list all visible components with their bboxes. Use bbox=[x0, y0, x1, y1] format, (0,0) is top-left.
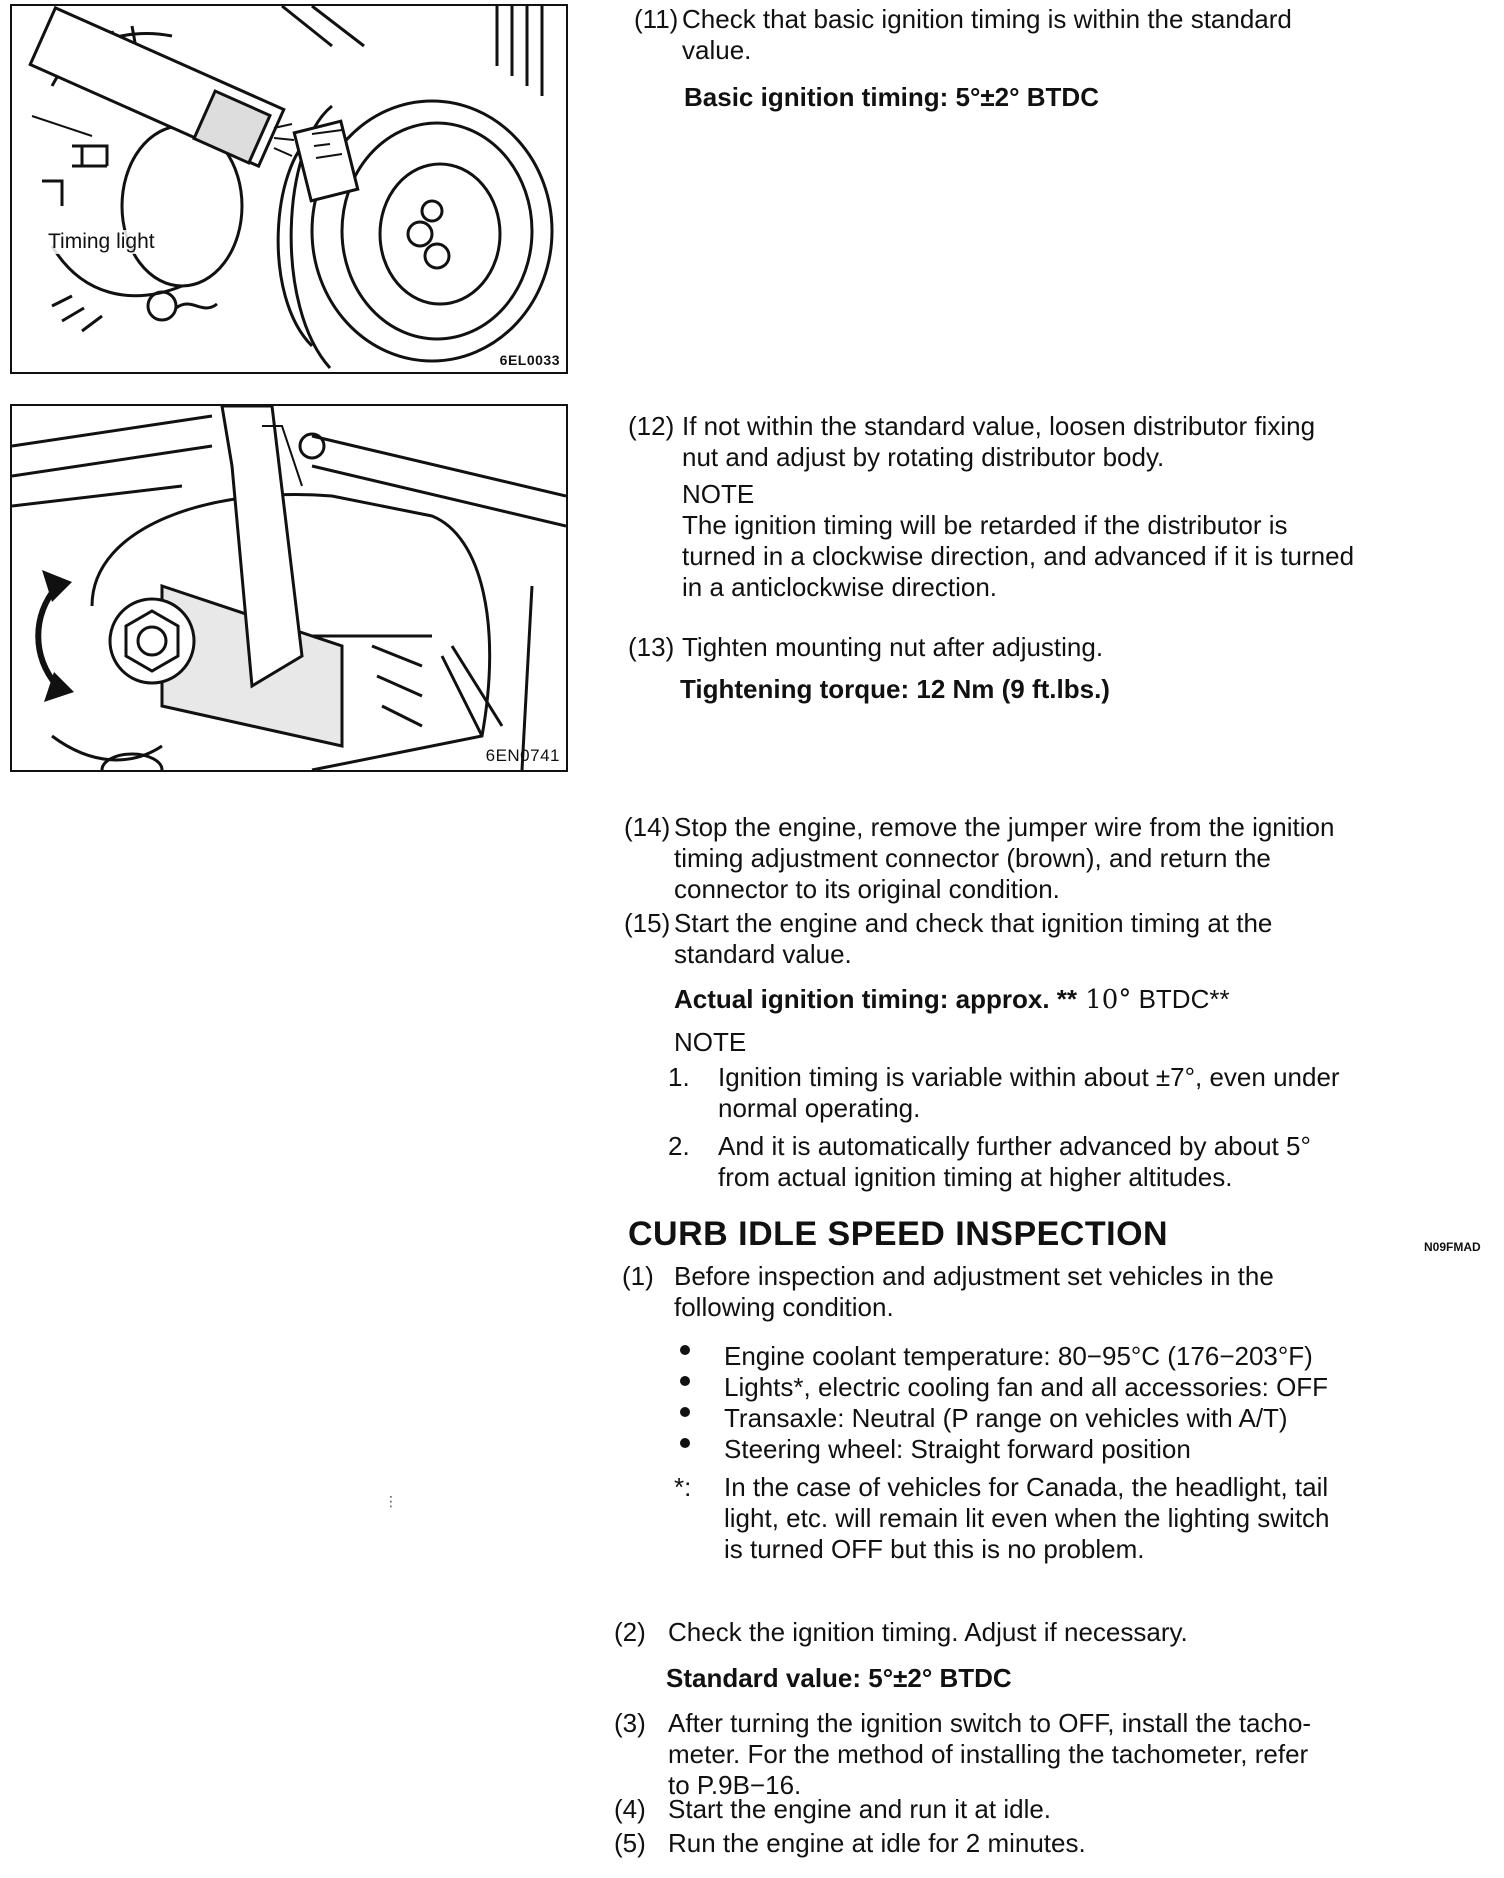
step-text-line: Run the engine at idle for 2 minutes. bbox=[668, 1828, 1086, 1858]
timing-light-label: Timing light bbox=[48, 230, 155, 253]
section-step-2 bbox=[614, 1617, 1484, 1648]
footnote-mark: *: bbox=[674, 1472, 692, 1502]
bullet-icon bbox=[680, 1345, 690, 1355]
note-item-2 bbox=[668, 1131, 1484, 1193]
step-text-line: connector to its original condition. bbox=[674, 874, 1060, 904]
bullet-item: Transaxle: Neutral (P range on vehicles with A/T) bbox=[724, 1403, 1288, 1433]
bullet-item: Steering wheel: Straight forward position bbox=[724, 1434, 1191, 1464]
spec-actual-ignition-timing bbox=[674, 984, 1230, 1016]
note-label: NOTE bbox=[674, 1027, 747, 1057]
step-number: (11) bbox=[634, 4, 679, 34]
step-text-line: Start the engine and check that ignition timing at the bbox=[674, 908, 1273, 938]
step-text-line: following condition. bbox=[674, 1292, 894, 1322]
spec-tightening-torque: Tightening torque: 12 Nm (9 ft.lbs.) bbox=[680, 674, 1110, 704]
bullet-icon bbox=[680, 1407, 690, 1417]
distributor-adjustment-illustration bbox=[12, 406, 566, 770]
step-11 bbox=[634, 4, 1482, 66]
step-text-line: standard value. bbox=[674, 939, 852, 969]
timing-light-illustration bbox=[12, 6, 566, 372]
figure-code: 6EL0033 bbox=[499, 352, 560, 368]
note-label: NOTE bbox=[682, 479, 755, 509]
note-line: And it is automatically further advanced by about 5° bbox=[718, 1131, 1311, 1161]
step-text-line: nut and adjust by rotating distributor body. bbox=[682, 442, 1165, 472]
spec-actual-value: 10° bbox=[1077, 985, 1132, 1015]
footnote-line: In the case of vehicles for Canada, the headlight, tail bbox=[724, 1472, 1329, 1502]
step-14 bbox=[624, 812, 1484, 905]
bullet-icon bbox=[680, 1438, 690, 1448]
figure-distributor bbox=[10, 404, 568, 772]
step-13 bbox=[628, 632, 1484, 663]
step-number: (1) bbox=[622, 1261, 654, 1291]
section-step-3 bbox=[614, 1708, 1484, 1801]
spec-standard-value: Standard value: 5°±2° BTDC bbox=[666, 1663, 1012, 1693]
step-number: (3) bbox=[614, 1708, 646, 1738]
section-step-1 bbox=[622, 1261, 1484, 1323]
figure-code: 6EN0741 bbox=[485, 746, 560, 765]
note-line: normal operating. bbox=[718, 1093, 921, 1123]
section-step-5 bbox=[614, 1828, 1484, 1859]
step-text-line: Check that basic ignition timing is within the standard bbox=[682, 4, 1292, 34]
note-item-1 bbox=[668, 1062, 1484, 1124]
step-text-line: Stop the engine, remove the jumper wire from the ignition bbox=[674, 812, 1335, 842]
footnote bbox=[674, 1472, 1484, 1565]
step-text-line: After turning the ignition switch to OFF, install the tacho- bbox=[668, 1708, 1312, 1738]
spec-actual-unit: BTDC** bbox=[1131, 984, 1230, 1014]
section-step-4 bbox=[614, 1794, 1484, 1825]
note-line: turned in a clockwise direction, and advanced if it is turned bbox=[682, 541, 1355, 571]
bullet-icon bbox=[680, 1376, 690, 1386]
step-number: (2) bbox=[614, 1617, 646, 1647]
spec-basic-ignition-timing: Basic ignition timing: 5°±2° BTDC bbox=[684, 82, 1099, 112]
step-number: (14) bbox=[624, 812, 671, 842]
step-12 bbox=[628, 411, 1484, 603]
step-text-line: meter. For the method of installing the tachometer, refer bbox=[668, 1739, 1309, 1769]
bullet-item: Lights*, electric cooling fan and all accessories: OFF bbox=[724, 1372, 1329, 1402]
bullet-item: Engine coolant temperature: 80−95°C (176−203°F) bbox=[724, 1341, 1313, 1371]
step-number: (12) bbox=[628, 411, 675, 441]
step-text-line: Check the ignition timing. Adjust if necessary. bbox=[668, 1617, 1188, 1647]
note-line: The ignition timing will be retarded if the distributor is bbox=[682, 510, 1288, 540]
figure-timing-light bbox=[10, 4, 568, 374]
spec-actual-label: Actual ignition timing: approx. ** bbox=[674, 984, 1077, 1014]
step-text-line: value. bbox=[682, 35, 752, 65]
step-number: (4) bbox=[614, 1794, 646, 1824]
step-number: (15) bbox=[624, 908, 671, 938]
note-line: Ignition timing is variable within about ±7°, even under bbox=[718, 1062, 1340, 1092]
section-code: N09FMAD bbox=[1424, 1240, 1481, 1254]
note-number: 2. bbox=[668, 1131, 690, 1161]
step-15 bbox=[624, 908, 1484, 970]
footnote-line: is turned OFF but this is no problem. bbox=[724, 1534, 1145, 1564]
note-number: 1. bbox=[668, 1062, 690, 1092]
step-text-line: timing adjustment connector (brown), and return the bbox=[674, 843, 1271, 873]
step-text-line: If not within the standard value, loosen distributor fixing bbox=[682, 411, 1316, 441]
step-text-line: Tighten mounting nut after adjusting. bbox=[682, 632, 1104, 662]
note-line: from actual ignition timing at higher altitudes. bbox=[718, 1162, 1233, 1192]
section-title: CURB IDLE SPEED INSPECTION bbox=[628, 1215, 1169, 1253]
step-number: (5) bbox=[614, 1828, 646, 1858]
footnote-line: light, etc. will remain lit even when the lighting switch bbox=[724, 1503, 1330, 1533]
stray-mark: ⋮ bbox=[384, 1493, 398, 1509]
step-number: (13) bbox=[628, 632, 675, 662]
step-text-line: Before inspection and adjustment set vehicles in the bbox=[674, 1261, 1274, 1291]
step-text-line: to P.9B−16. bbox=[668, 1770, 802, 1800]
note-line: in a anticlockwise direction. bbox=[682, 572, 998, 602]
step-text-line: Start the engine and run it at idle. bbox=[668, 1794, 1052, 1824]
